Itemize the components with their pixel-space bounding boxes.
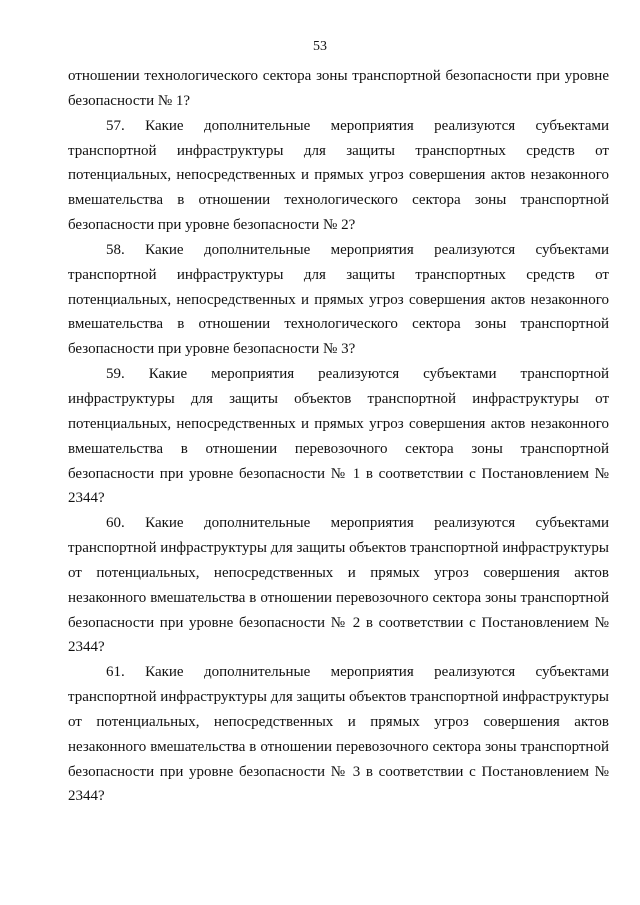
question-59: 59. Какие мероприятия реализуются субъектами транспортной инфраструктуры для защиты объектов транспортной инфраструктуры от потенциальных, непосредственных и прямых угроз совершения актов незаконного вмешательства в отношении перевозочного сектора зоны транспортной безопасности при уровне безопасности № 1 в соответствии с Постановлением № 2344?: [68, 366, 609, 507]
question-61: 61. Какие дополнительные мероприятия реализуются субъектами транспортной инфраструктуры для защиты объектов транспортной инфраструктуры от потенциальных, непосредственных и прямых угроз совершения актов незаконного вмешательства в отношении перевозочного сектора зоны транспортной безопасности при уровне безопасности № 3 в соответствии с Постановлением № 2344?: [68, 664, 609, 805]
page-number: 53: [313, 39, 327, 54]
document-body: [68, 64, 609, 809]
paragraph-continuation: отношении технологического сектора зоны транспортной безопасности при уровне безопасности № 1?: [68, 68, 609, 109]
question-57: 57. Какие дополнительные мероприятия реализуются субъектами транспортной инфраструктуры для защиты транспортных средств от потенциальных, непосредственных и прямых угроз совершения актов незаконного вмешательства в отношении технологического сектора зоны транспортной безопасности при уровне безопасности № 2?: [68, 117, 609, 234]
question-60: 60. Какие дополнительные мероприятия реализуются субъектами транспортной инфраструктуры для защиты объектов транспортной инфраструктуры от потенциальных, непосредственных и прямых угроз совершения актов незаконного вмешательства в отношении перевозочного сектора зоны транспортной безопасности при уровне безопасности № 2 в соответствии с Постановлением № 2344?: [68, 515, 609, 656]
question-58: 58. Какие дополнительные мероприятия реализуются субъектами транспортной инфраструктуры для защиты транспортных средств от потенциальных, непосредственных и прямых угроз совершения актов незаконного вмешательства в отношении технологического сектора зоны транспортной безопасности при уровне безопасности № 3?: [68, 241, 609, 358]
